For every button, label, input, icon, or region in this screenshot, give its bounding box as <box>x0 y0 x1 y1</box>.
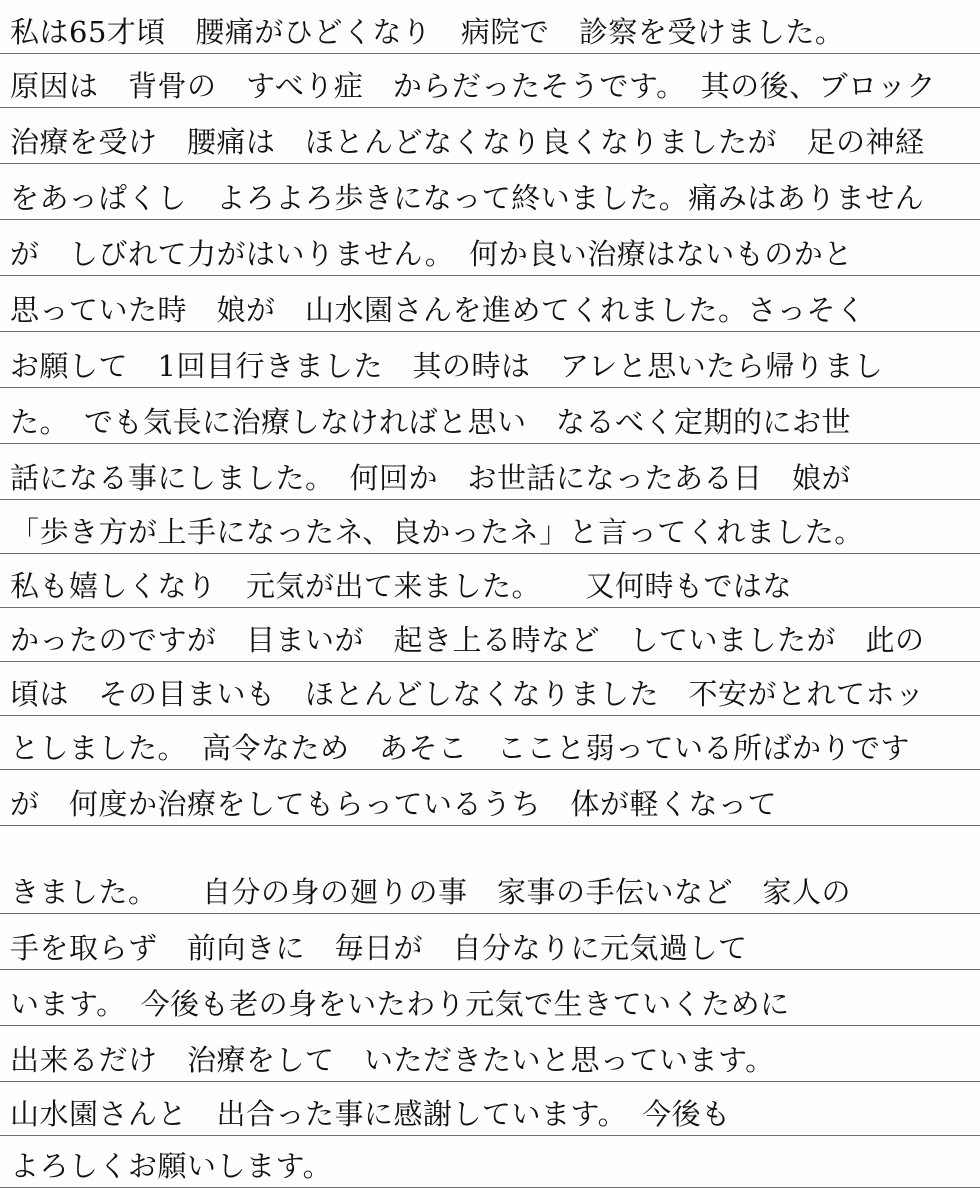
ruled-line <box>0 166 980 220</box>
ruled-line <box>0 608 980 662</box>
handwritten-line: 私は65才頃 腰痛がひどくなり 病院で 診察を受けました。 <box>10 15 845 49</box>
handwritten-line: きました。 自分の身の廻りの事 家事の手伝いなど 家人の <box>10 875 852 909</box>
ruled-line <box>0 860 980 914</box>
handwritten-line: た。 でも気長に治療しなければと思い なるべく定期的にお世 <box>10 405 852 439</box>
handwritten-line: が 何度か治療をしてもらっているうち 体が軽くなって <box>10 787 778 821</box>
handwritten-line: 原因は 背骨の すべり症 からだったそうです。 其の後、ブロック <box>10 69 937 103</box>
ruled-line <box>0 972 980 1026</box>
ruled-line <box>0 0 980 54</box>
handwritten-line: をあっぱくし よろよろ歩きになって終いました。痛みはありません <box>10 181 925 215</box>
handwritten-line: います。 今後も老の身をいたわり元気で生きていくために <box>10 987 790 1021</box>
handwritten-line: 出来るだけ 治療をして いただきたいと思っています。 <box>10 1043 775 1077</box>
ruled-line <box>0 222 980 276</box>
ruled-line <box>0 1028 980 1082</box>
ruled-line <box>0 772 980 826</box>
ruled-line <box>0 1134 980 1188</box>
handwritten-line: としました。 高令なため あそこ ここと弱っている所ばかりです <box>10 731 911 765</box>
handwritten-line: 思っていた時 娘が 山水園さんを進めてくれました。さっそく <box>10 293 866 327</box>
handwritten-line: が しびれて力がはいりません。 何か良い治療はないものかと <box>10 237 853 271</box>
ruled-line <box>0 446 980 500</box>
handwritten-line: 話になる事にしました。 何回か お世話になったある日 娘が <box>10 461 852 495</box>
ruled-line <box>0 716 980 770</box>
handwritten-line: 「歩き方が上手になったネ、良かったネ」と言ってくれました。 <box>10 515 864 549</box>
handwritten-line: 手を取らず 前向きに 毎日が 自分なりに元気過して <box>10 931 748 965</box>
ruled-line <box>0 1082 980 1136</box>
handwritten-line: よろしくお願いします。 <box>10 1149 333 1183</box>
ruled-line <box>0 54 980 108</box>
ruled-line <box>0 500 980 554</box>
ruled-line <box>0 662 980 716</box>
handwritten-line: お願して 1回目行きました 其の時は アレと思いたら帰りまし <box>10 349 884 383</box>
ruled-line <box>0 334 980 388</box>
handwritten-line: 治療を受け 腰痛は ほとんどなくなり良くなりましたが 足の神経 <box>10 125 925 159</box>
ruled-line <box>0 390 980 444</box>
ruled-line <box>0 278 980 332</box>
handwritten-line: 私も嬉しくなり 元気が出て来ました。 又何時もではな <box>10 569 793 603</box>
ruled-line <box>0 110 980 164</box>
handwritten-line: かったのですが 目まいが 起き上る時など していましたが 此の <box>10 623 925 657</box>
handwritten-line: 頃は その目まいも ほとんどしなくなりました 不安がとれてホッ <box>10 677 925 711</box>
ruled-line <box>0 916 980 970</box>
handwritten-line: 山水園さんと 出合った事に感謝しています。 今後も <box>10 1097 731 1131</box>
ruled-line <box>0 554 980 608</box>
